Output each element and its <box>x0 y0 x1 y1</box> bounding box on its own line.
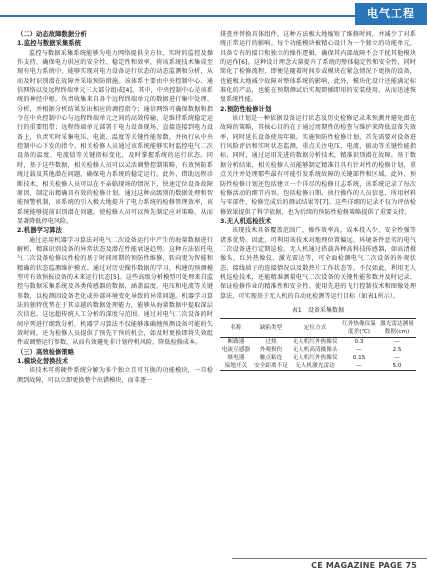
equipment-data-table <box>220 318 416 371</box>
table-header-cell: 名称 <box>220 319 252 338</box>
table-cell: 无人机红外热像仪 <box>292 355 338 362</box>
table-cell: 5.0 <box>378 362 416 371</box>
table-row <box>220 338 416 347</box>
table-cell: 电流互感器 <box>221 347 251 354</box>
heading-modular-replacement: 1.模块化替换技术 <box>17 358 69 366</box>
paragraph-drone-inspection: 该现技术具备覆盖范围广、操作效率高，成本投入少、安全性强等诸多优势。因此，可利用该技术对地理位置偏远、环境条件恶劣的电气二次设备进行定期巡检。无人机通过搭载各种高科技传感器，如高清摄像头、红外热像仪、激光雷达等，可全面检测电气二次设备的外观状态、接线端子的连接情况以及散热片工作状态等。不仅如此，利用无人机巡检技术，还能精准测量电气二次设备的关键性能参数并及时记录，保证检修作业的精准性和安全性。使用先进的飞行控制技术和图像处理算法，可实现基于无人机的自动化检测等运行目标（如表1所示）。 <box>220 227 416 300</box>
table-header-cell: 定位方式 <box>290 319 340 338</box>
table-header-cell: 缺陷类型 <box>252 319 290 338</box>
header-bar <box>0 0 427 26</box>
table-cell: 触点粘连 <box>259 355 283 362</box>
table-cell: 0.3 <box>354 339 364 346</box>
left-column <box>17 30 213 550</box>
heading-scada: 1.监控与数据采集系统 <box>17 40 81 48</box>
heading-dynamic-analysis: （二）动态故障数据分析 <box>17 31 87 38</box>
table-row <box>220 362 416 371</box>
table-cell: — <box>394 355 400 362</box>
table-cell: 过热 <box>265 339 277 346</box>
table-header-cell: 红外热像仪温度差(℃) <box>340 319 378 338</box>
right-column <box>220 30 416 550</box>
table-title: 表1 设备采集数据 <box>291 306 345 314</box>
magazine-page-label: CE MAGAZINE PAGE 75 <box>311 561 417 570</box>
table-header-row <box>220 319 416 338</box>
section-tag: 电气工程 <box>355 3 427 25</box>
table-cell: 外观损伤 <box>259 347 283 354</box>
paragraph-modular-cont: 排查并替换具体组件，这种方法极大地缩短了维修时间，并减少了对系统正常运行的影响。每个功能模块被精心设计为一个独立的功能单元，具备专有的接口和独立的操作逻辑，确保其内部故障不会干扰其他模块的运作[6]。这种设计理念大量提升了系统的整体稳定性和安全性，同时简化了检修流程，即便是随着时间步或模块在紧急情况下更换的设备，也能极大地减少故障对整体系统的影响，此外，模块化设计还能满足标准化的产品，也能在预期测试后实现即插即用的安装使用，从而迅速恢复系统性能。 <box>220 31 416 104</box>
paragraph-modular-start: 该技术可将硬件系统分解为多个独立且可互换的功能模块，一旦检测到故障，可以立即更换整个出错模块，而非逐一 <box>17 367 213 384</box>
table-cell: 0.15 <box>352 355 366 362</box>
paragraph-scada: 监控与数据采集系统能够为电力网络提供全方位、实时的监控及操作支持，确保电力供应的安全性、稳定性和效率，将该系统技术集成至现有电力系统中，能够实现对电力设备运行状态的动态监测和分析，从而及时识别潜在故障并采取预防措施。该体系主要由中央控制中心、通信网络以及远程终端单元三大部分组成[4]。其中，中央控制中心是该系统的神经中枢，负责收集来自各个远程终端单元的数据进行集中处理、分析，并根据分析结果发出相应的调控指令；通信网络可确保数据和指令在中央控制中心与远程终端单元之间的高效传输，是维持系统稳定运行的重要纽带；远程终端单元部署于电力设备现场，直接连接到电力设备上，负责实时采集电压、电流、温度等关键性能参数，并执行从中央控制中心下发的指令。相关检修人员通过该系统能够实时监控电气二次设备的温度、电流值等关键指标变化，及时掌握系统的运行状态。同时，基于这些数据，相关检修人员可以灵活调整控制策略，有效预防系统过载及其他潜在问题，确保电力系统的稳定运行。此外，借助远程诊断技术，相关检修人员可以在不亲临现场的情况下，快速定位设备故障原因，制定出精确具有效的检修计划。通过这种高级别的数据处理和智能预警机制，该系统的引入极大地提升了电力系统的检修管理效率，该系统能够提前识别潜在问题，使检修人员可以预先制定应对策略，从而显著降低停电风险。 <box>17 49 213 225</box>
table-row <box>220 354 416 362</box>
table-cell: 接地开关 <box>220 362 252 371</box>
footer-rule <box>232 558 427 559</box>
table-cell: 2.5 <box>392 347 402 354</box>
table-cell: 继电器 <box>227 355 245 362</box>
table-row <box>220 346 416 354</box>
table-cell: — <box>340 362 378 371</box>
footer <box>0 555 427 575</box>
table-cell: — <box>356 347 362 354</box>
paragraph-preventive-plan: 该计划是一种依据设备运行状态及历史检修记录来预测并避免潜在故障的策略，其核心目的在于通过周期性的检查与维护来降低设备失效率，同时延长设备使用年限。实施预防性检修计划，首先需要对设备进行风险评估和实时状态监测，重点关注电压、电流、振动等关键性能指标，同时，通过运用先进的数据分析技术，精准识别潜在故障。基于数据分析结果，相关检修人员能够制定精准且具有针对性的检修计划，重点关注并处理那些最有可能引发系统故障的关键部件和区域。此外，预防性检修计划还包括建立一个详尽的检修日志系统，该系统记录了每次检修活动的细节内容，包括检修日期、执行操作的人员信息、所用材料与零部件，检修完成后的测试结果等[7]。这些详细的记录不仅为评估检修效果提供了科学依据，也为后续的预防性检修策略提供了重要支持。 <box>220 115 416 216</box>
paragraph-machine-learning: 通过运用机器学习算法对电气二次设备运行中产生的海量数据进行解析，精准识别设备的异常状态及潜在性能衰退趋势。这种方法依托电气二次设备检修以性检的基于时间周期的预防性维修，转向更为智能和精确的状态监测维护模式。通过对历史操作数据的学习，构建的预测模型可有效预报设备的未来运行状态[5]。这些高级分析模型可处理来自监控与数据采集系统及各类传感器的数据，涵盖温度、电压和电流等关键参数，以检测因设备老化或外部环境变化导致的异常问题。机器学习算法的独特优势在于其卓越的数据处理能力，能够从海量数据中提取深层次信息，这远超传统人工分析的深度与范围。通过对电气二次设备的时间序列进行细致分析，机器学习算法不仅能够准确地预测设备可能的失效时间，还为检修人员提供了预先干预的机会，如及时更换即将失效组件或调整运行参数，从而有效避免非计划停机风险，降低检修成本。 <box>17 236 213 347</box>
heading-drone-inspection: 3.无人机巡检技术 <box>220 217 272 225</box>
heading-maintenance-strategy: （三）高效检修策略 <box>17 348 75 356</box>
table-cell: 无人机高清摄像头 <box>292 347 338 354</box>
heading-machine-learning: 2.机器学习算法 <box>17 227 62 235</box>
heading-preventive-plan: 2.预防性检修计划 <box>220 105 272 113</box>
table-header-cell: 激光雷达测量数据(cm) <box>378 319 416 338</box>
table-cell: 安全距离不足 <box>252 362 290 371</box>
table-cell: 无人机红外热像仪 <box>292 339 338 346</box>
table-cell: — <box>394 339 400 346</box>
header-rule <box>0 15 355 17</box>
table-cell: 无人机激光雷达 <box>290 362 340 371</box>
table-cell: 断路器 <box>227 339 245 346</box>
